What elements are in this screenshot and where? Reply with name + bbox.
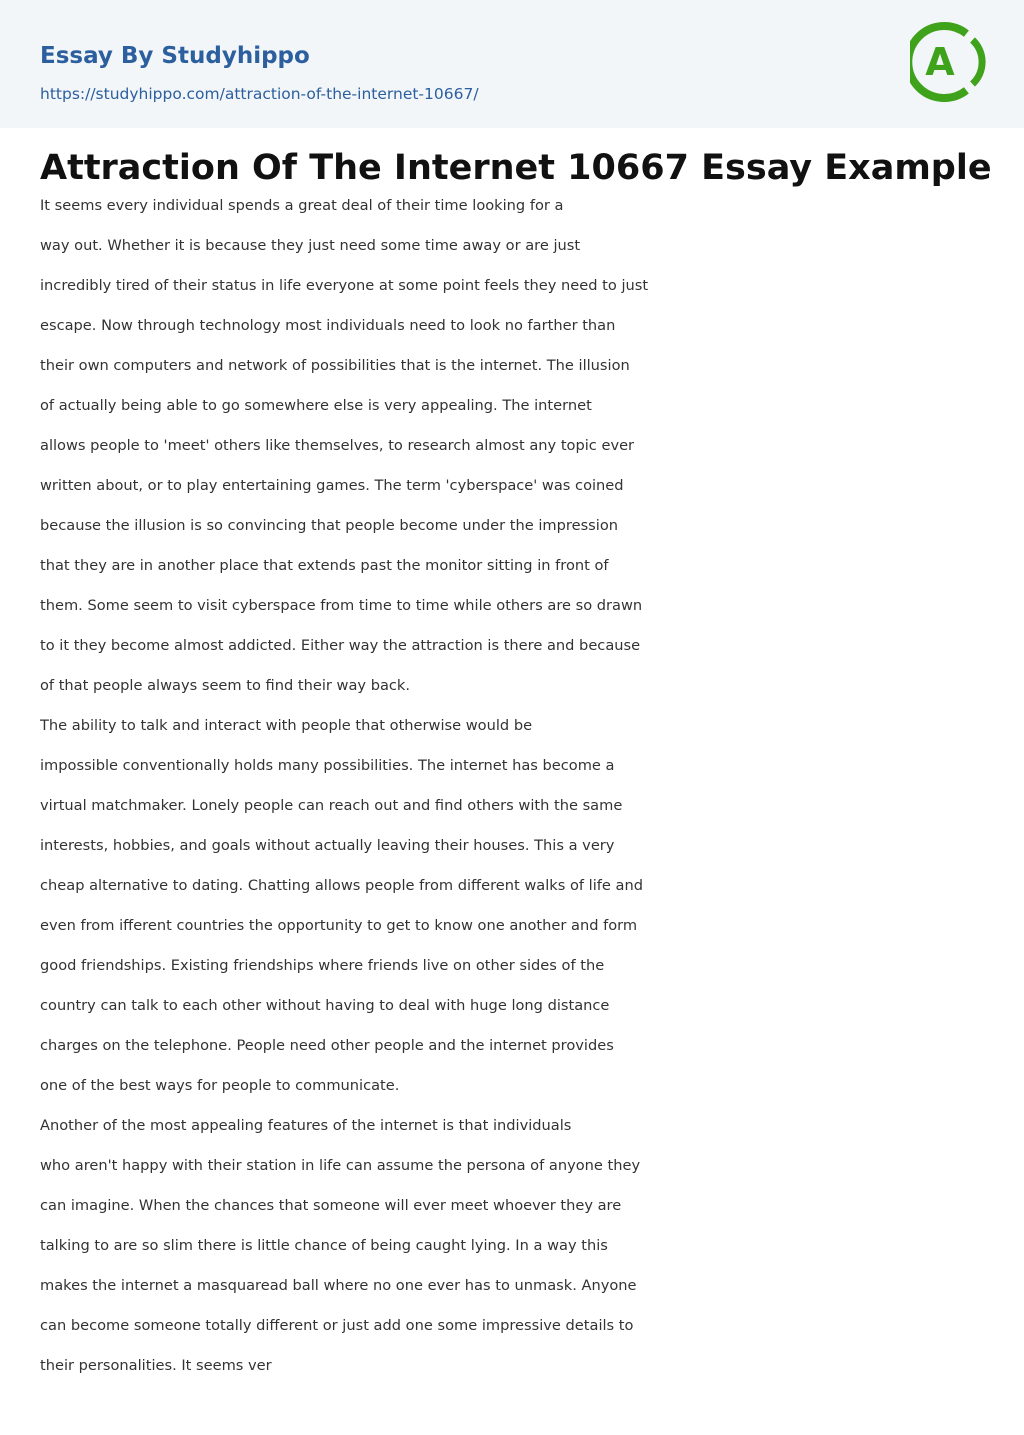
essay-line: of that people always seem to find their way back. xyxy=(40,677,411,694)
essay-line: country can talk to each other without having to deal with huge long distance xyxy=(40,997,610,1014)
logo-letter: A xyxy=(925,40,955,84)
studyhippo-logo-icon[interactable] xyxy=(910,16,990,108)
article-url-link[interactable]: https://studyhippo.com/attraction-of-the-internet-10667/ xyxy=(40,85,479,103)
essay-line: cheap alternative to dating. Chatting allows people from different walks of life and xyxy=(40,877,643,894)
essay-line: who aren't happy with their station in life can assume the persona of anyone they xyxy=(40,1157,641,1174)
essay-line: even from ifferent countries the opportunity to get to know one another and form xyxy=(40,917,638,934)
essay-line: talking to are so slim there is little chance of being caught lying. In a way this xyxy=(40,1237,608,1254)
essay-line: to it they become almost addicted. Either way the attraction is there and because xyxy=(40,637,641,654)
essay-line: that they are in another place that extends past the monitor sitting in front of xyxy=(40,557,609,574)
essay-line: because the illusion is so convincing that people become under the impression xyxy=(40,517,619,534)
essay-line: The ability to talk and interact with people that otherwise would be xyxy=(40,717,533,734)
page-title: Attraction Of The Internet 10667 Essay Example xyxy=(40,148,992,188)
essay-line: charges on the telephone. People need other people and the internet provides xyxy=(40,1037,614,1054)
essay-line: interests, hobbies, and goals without actually leaving their houses. This a very xyxy=(40,837,615,854)
essay-body xyxy=(40,186,740,1386)
essay-line: one of the best ways for people to communicate. xyxy=(40,1077,400,1094)
essay-line: them. Some seem to visit cyberspace from time to time while others are so drawn xyxy=(40,597,643,614)
brand-name[interactable]: Essay By Studyhippo xyxy=(40,43,310,69)
essay-line: virtual matchmaker. Lonely people can reach out and find others with the same xyxy=(40,797,623,814)
essay-line: can become someone totally different or just add one some impressive details to xyxy=(40,1317,634,1334)
essay-line: of actually being able to go somewhere else is very appealing. The internet xyxy=(40,397,592,414)
essay-line: their personalities. It seems ver xyxy=(40,1357,272,1374)
essay-line: way out. Whether it is because they just need some time away or are just xyxy=(40,237,581,254)
essay-line: It seems every individual spends a great deal of their time looking for a xyxy=(40,197,564,214)
essay-line: their own computers and network of possibilities that is the internet. The illusion xyxy=(40,357,630,374)
essay-line: escape. Now through technology most individuals need to look no farther than xyxy=(40,317,616,334)
essay-line: impossible conventionally holds many possibilities. The internet has become a xyxy=(40,757,615,774)
essay-line: Another of the most appealing features of the internet is that individuals xyxy=(40,1117,572,1134)
essay-line: good friendships. Existing friendships where friends live on other sides of the xyxy=(40,957,605,974)
essay-line: makes the internet a masquaread ball where no one ever has to unmask. Anyone xyxy=(40,1277,637,1294)
essay-line: allows people to 'meet' others like themselves, to research almost any topic ever xyxy=(40,437,635,454)
essay-line: written about, or to play entertaining games. The term 'cyberspace' was coined xyxy=(40,477,624,494)
site-header xyxy=(0,0,1024,128)
essay-line: can imagine. When the chances that someone will ever meet whoever they are xyxy=(40,1197,622,1214)
essay-line: incredibly tired of their status in life everyone at some point feels they need to just xyxy=(40,277,649,294)
